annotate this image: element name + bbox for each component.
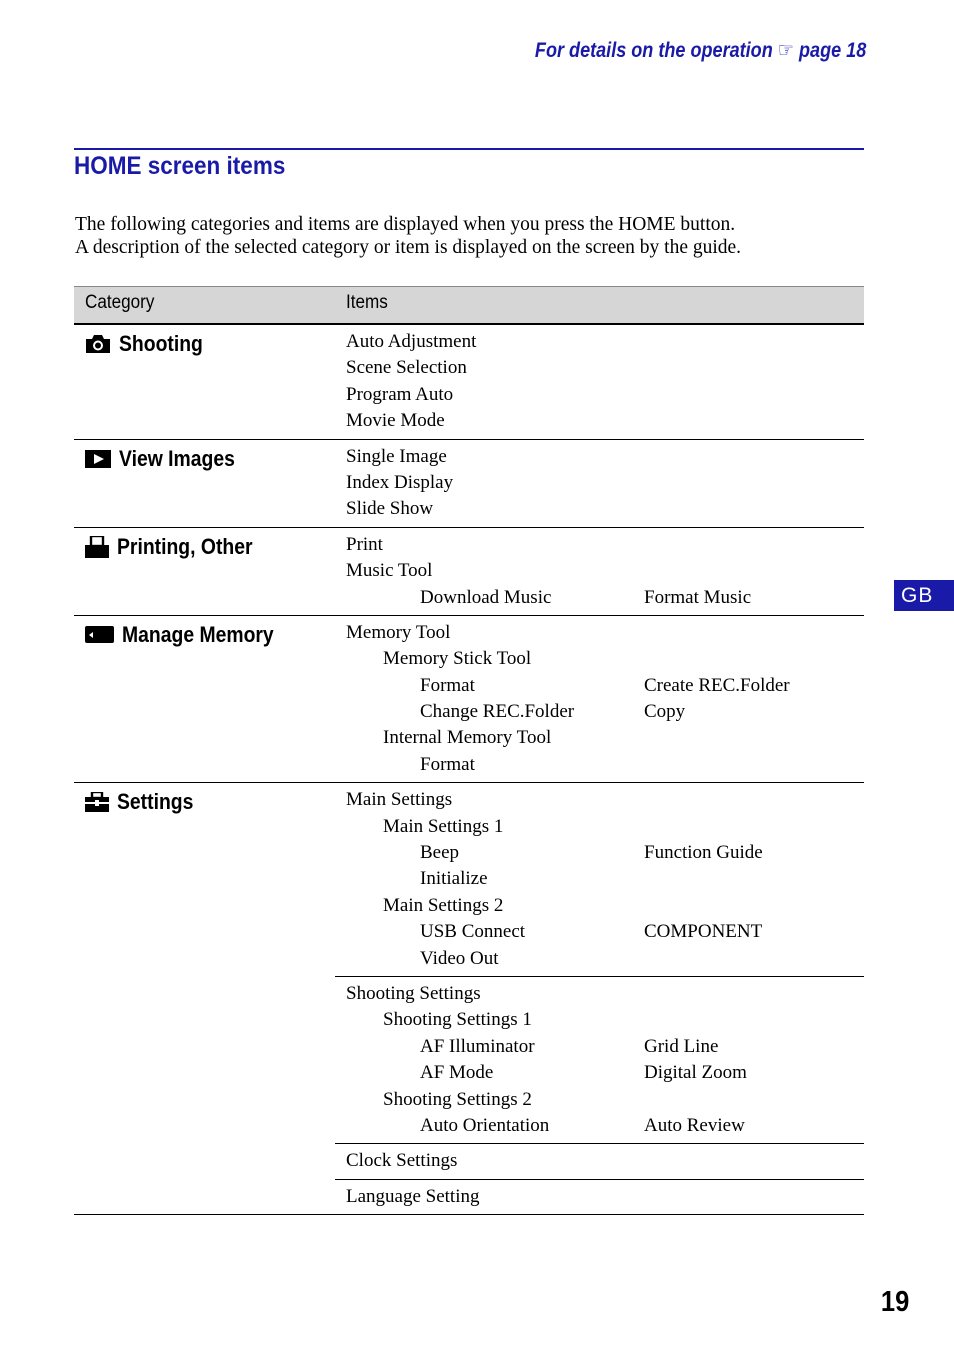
list-item: Print bbox=[346, 533, 383, 555]
table-header bbox=[74, 286, 864, 325]
item-label: Format Music bbox=[644, 586, 752, 608]
row-manage-memory bbox=[74, 616, 864, 783]
list-item bbox=[346, 919, 864, 945]
header-category: Category bbox=[85, 292, 155, 313]
list-item bbox=[346, 1060, 864, 1086]
category-printing bbox=[85, 534, 271, 560]
list-item: Main Settings 2 bbox=[383, 894, 504, 916]
item-label: Change REC.Folder bbox=[420, 701, 575, 723]
pointing-hand-icon: ☞ bbox=[777, 39, 794, 62]
section-title: HOME screen items bbox=[74, 152, 286, 180]
list-item: Auto Adjustment bbox=[346, 331, 477, 352]
item-label: Function Guide bbox=[644, 842, 763, 864]
toolbox-icon bbox=[85, 792, 109, 812]
items-cell bbox=[335, 440, 864, 527]
list-item: Index Display bbox=[346, 471, 454, 493]
item-label: AF Mode bbox=[420, 1062, 494, 1084]
memory-card-icon bbox=[85, 626, 114, 643]
category-settings bbox=[85, 789, 204, 815]
list-item: Slide Show bbox=[346, 498, 434, 520]
list-item: Main Settings bbox=[346, 789, 453, 811]
list-item: Shooting Settings 2 bbox=[383, 1088, 532, 1110]
list-item bbox=[346, 585, 864, 611]
list-item: Single Image bbox=[346, 445, 447, 467]
group-shooting-settings bbox=[335, 977, 864, 1144]
list-item: Scene Selection bbox=[346, 357, 467, 379]
item-label: Grid Line bbox=[644, 1035, 719, 1057]
items-cell bbox=[335, 616, 864, 782]
items-cell bbox=[335, 528, 864, 615]
list-item: Program Auto bbox=[346, 383, 454, 405]
item-label: Download Music bbox=[420, 586, 552, 608]
item-label: Digital Zoom bbox=[644, 1062, 747, 1084]
list-item bbox=[346, 1113, 864, 1139]
item-label: USB Connect bbox=[420, 921, 526, 943]
list-item: Memory Stick Tool bbox=[383, 648, 532, 670]
item-label: Auto Review bbox=[644, 1114, 745, 1136]
intro-line: The following categories and items are displayed when you press the HOME button. bbox=[75, 214, 736, 235]
category-manage-memory bbox=[85, 622, 294, 648]
home-items-table bbox=[74, 286, 864, 1215]
list-item bbox=[346, 699, 864, 725]
item-label: Copy bbox=[644, 701, 686, 723]
item-label: COMPONENT bbox=[644, 921, 763, 943]
list-item: Movie Mode bbox=[346, 410, 445, 432]
intro-paragraph bbox=[75, 213, 741, 259]
category-label: Shooting bbox=[119, 331, 203, 356]
list-item: Initialize bbox=[420, 868, 488, 890]
category-shooting bbox=[85, 331, 214, 357]
list-item bbox=[346, 840, 864, 866]
camera-icon bbox=[85, 334, 111, 354]
list-item: Shooting Settings 1 bbox=[383, 1009, 532, 1031]
list-item: Music Tool bbox=[346, 560, 433, 582]
item-label: Auto Orientation bbox=[420, 1114, 550, 1136]
list-item bbox=[346, 1034, 864, 1060]
section-rule bbox=[74, 148, 864, 150]
play-icon bbox=[85, 450, 111, 468]
category-label: Printing, Other bbox=[117, 533, 253, 559]
printer-icon bbox=[85, 536, 109, 558]
items-cell bbox=[335, 1144, 864, 1178]
list-item: Memory Tool bbox=[346, 621, 451, 643]
category-label: Manage Memory bbox=[122, 621, 274, 647]
item-label: Format bbox=[420, 674, 475, 696]
items-cell bbox=[335, 1180, 864, 1214]
row-view-images bbox=[74, 440, 864, 528]
page-number: 19 bbox=[880, 1286, 909, 1318]
category-view-images bbox=[85, 446, 251, 472]
list-item: Clock Settings bbox=[346, 1150, 458, 1172]
category-label: View Images bbox=[119, 445, 235, 471]
intro-line: A description of the selected category or item is displayed on the screen by the guide. bbox=[75, 237, 742, 258]
items-cell bbox=[335, 325, 864, 439]
details-text: For details on the operation bbox=[534, 39, 773, 62]
group-clock-settings bbox=[335, 1144, 864, 1179]
list-item: Shooting Settings bbox=[346, 982, 481, 1004]
list-item: Language Setting bbox=[346, 1185, 480, 1207]
list-item bbox=[346, 673, 864, 699]
language-tab: GB bbox=[894, 580, 954, 611]
group-language-setting bbox=[335, 1180, 864, 1214]
list-item: Main Settings 1 bbox=[383, 815, 504, 837]
list-item: Video Out bbox=[420, 947, 499, 969]
list-item: Internal Memory Tool bbox=[383, 727, 552, 749]
item-label: Beep bbox=[420, 842, 460, 864]
category-label: Settings bbox=[117, 789, 194, 815]
operation-reference bbox=[535, 38, 866, 63]
item-label: Create REC.Folder bbox=[644, 674, 790, 696]
list-item: Format bbox=[420, 753, 475, 775]
row-settings bbox=[74, 783, 864, 1215]
item-label: AF Illuminator bbox=[420, 1035, 535, 1057]
row-printing bbox=[74, 528, 864, 616]
header-items: Items bbox=[346, 292, 388, 313]
group-main-settings bbox=[335, 783, 864, 977]
items-cell bbox=[335, 977, 864, 1143]
items-cell bbox=[335, 783, 864, 976]
row-shooting bbox=[74, 325, 864, 440]
page-reference: page 18 bbox=[798, 39, 866, 62]
